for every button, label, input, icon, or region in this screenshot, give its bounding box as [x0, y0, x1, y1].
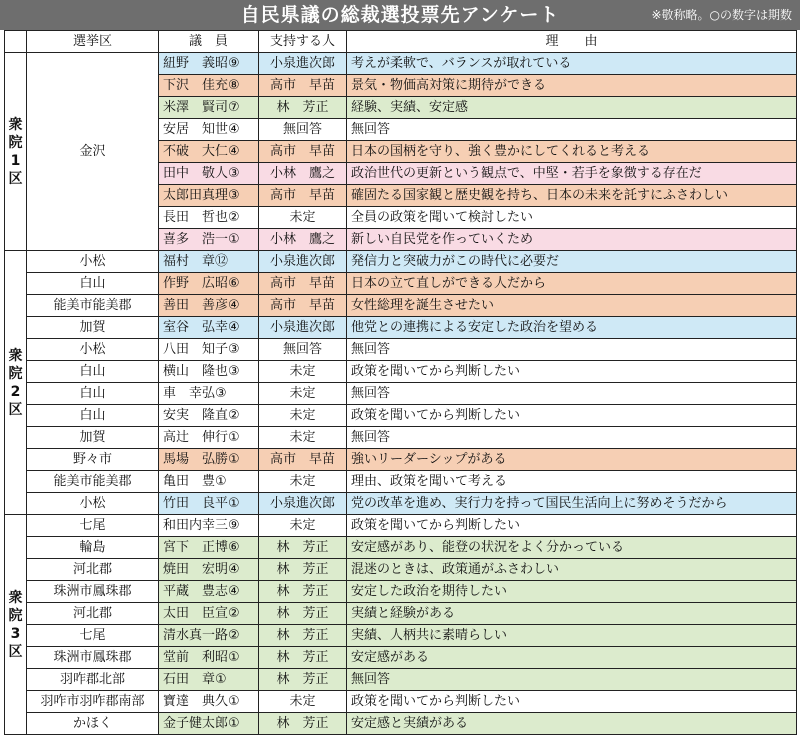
- reason-cell: 無回答: [347, 669, 797, 691]
- reason-cell: 景気・物価高対策に期待ができる: [347, 75, 797, 97]
- district-label-text: 衆院1区: [8, 116, 23, 187]
- header-note: ※敬称略。○の数字は期数: [651, 8, 792, 22]
- table-row: [5, 383, 797, 405]
- support-cell: 無回答: [259, 119, 347, 141]
- support-cell: 小泉進次郎: [259, 493, 347, 515]
- member-cell: 安実 隆直②: [159, 405, 259, 427]
- support-cell: 林 芳正: [259, 97, 347, 119]
- member-cell: 寶達 典久①: [159, 691, 259, 713]
- member-cell: 福村 章⑫: [159, 251, 259, 273]
- table-row: [5, 493, 797, 515]
- area-cell: 加賀: [27, 427, 159, 449]
- member-cell: 横山 隆也③: [159, 361, 259, 383]
- table-row: [5, 559, 797, 581]
- support-cell: 林 芳正: [259, 537, 347, 559]
- reason-cell: 混迷のときは、政策通がふさわしい: [347, 559, 797, 581]
- area-cell: 河北郡: [27, 603, 159, 625]
- reason-cell: 女性総理を誕生させたい: [347, 295, 797, 317]
- reason-cell: 日本の立て直しができる人だから: [347, 273, 797, 295]
- reason-cell: 発信力と突破力がこの時代に必要だ: [347, 251, 797, 273]
- reason-cell: 確固たる国家観と歴史観を持ち、日本の未来を託すにふさわしい: [347, 185, 797, 207]
- header-reason: 理 由: [347, 31, 797, 53]
- member-cell: 焼田 宏明④: [159, 559, 259, 581]
- area-cell: 河北郡: [27, 559, 159, 581]
- reason-cell: 党の改革を進め、実行力を持って国民生活向上に努めそうだから: [347, 493, 797, 515]
- member-cell: 車 幸弘③: [159, 383, 259, 405]
- table-row: [5, 273, 797, 295]
- header-support: 支持する人: [259, 31, 347, 53]
- support-cell: 林 芳正: [259, 603, 347, 625]
- area-cell: 白山: [27, 405, 159, 427]
- member-cell: 太田 臣宣②: [159, 603, 259, 625]
- member-cell: 石田 章①: [159, 669, 259, 691]
- table-row: [5, 581, 797, 603]
- reason-cell: 実績、人柄共に素晴らしい: [347, 625, 797, 647]
- support-cell: 高市 早苗: [259, 185, 347, 207]
- reason-cell: 政策を聞いてから判断したい: [347, 405, 797, 427]
- table-row: [5, 537, 797, 559]
- reason-cell: 理由、政策を聞いて考える: [347, 471, 797, 493]
- table-row: [5, 317, 797, 339]
- member-cell: 安居 知世④: [159, 119, 259, 141]
- table-header-row: [5, 31, 797, 53]
- support-cell: 未定: [259, 207, 347, 229]
- reason-cell: 無回答: [347, 383, 797, 405]
- area-cell: 加賀: [27, 317, 159, 339]
- header-district: 選挙区: [27, 31, 159, 53]
- district-label: [5, 251, 27, 515]
- support-cell: 小林 鷹之: [259, 163, 347, 185]
- table-row: [5, 427, 797, 449]
- member-cell: 紐野 義昭⑨: [159, 53, 259, 75]
- table-row: [5, 251, 797, 273]
- table-row: [5, 361, 797, 383]
- reason-cell: 強いリーダーシップがある: [347, 449, 797, 471]
- area-cell: 羽咋郡北部: [27, 669, 159, 691]
- area-cell: 小松: [27, 251, 159, 273]
- table-row: [5, 691, 797, 713]
- member-cell: 長田 哲也②: [159, 207, 259, 229]
- reason-cell: 考えが柔軟で、バランスが取れている: [347, 53, 797, 75]
- reason-cell: 無回答: [347, 339, 797, 361]
- reason-cell: 安定した政治を期待したい: [347, 581, 797, 603]
- area-cell: 七尾: [27, 515, 159, 537]
- title-banner: [0, 0, 800, 30]
- area-cell: かほく: [27, 713, 159, 735]
- area-cell: 輪島: [27, 537, 159, 559]
- header-spacer: [5, 31, 27, 53]
- support-cell: 未定: [259, 471, 347, 493]
- table-row: [5, 449, 797, 471]
- table-row: [5, 713, 797, 735]
- area-cell: 野々市: [27, 449, 159, 471]
- reason-cell: 政策を聞いてから判断したい: [347, 515, 797, 537]
- member-cell: 堂前 利昭①: [159, 647, 259, 669]
- table-body: [5, 53, 797, 735]
- table-row: [5, 339, 797, 361]
- area-cell: 金沢: [27, 53, 159, 251]
- reason-cell: 安定感がある: [347, 647, 797, 669]
- area-cell: 能美市能美郡: [27, 295, 159, 317]
- district-label: [5, 515, 27, 735]
- area-cell: 七尾: [27, 625, 159, 647]
- table-row: [5, 603, 797, 625]
- support-cell: 高市 早苗: [259, 295, 347, 317]
- reason-cell: 政策を聞いてから判断したい: [347, 691, 797, 713]
- table-row: [5, 295, 797, 317]
- area-cell: 白山: [27, 361, 159, 383]
- support-cell: 林 芳正: [259, 669, 347, 691]
- reason-cell: 新しい自民党を作っていくため: [347, 229, 797, 251]
- header-member: 議 員: [159, 31, 259, 53]
- survey-table: [4, 30, 797, 735]
- district-label: [5, 53, 27, 251]
- page-title: 自民県議の総裁選投票先アンケート: [240, 4, 560, 26]
- member-cell: 下沢 佳充⑧: [159, 75, 259, 97]
- area-cell: 珠洲市鳳珠郡: [27, 647, 159, 669]
- area-cell: 小松: [27, 339, 159, 361]
- area-cell: 白山: [27, 273, 159, 295]
- support-cell: 小林 鷹之: [259, 229, 347, 251]
- member-cell: 馬場 弘勝①: [159, 449, 259, 471]
- table-row: [5, 405, 797, 427]
- member-cell: 和田内幸三⑨: [159, 515, 259, 537]
- member-cell: 作野 広昭⑥: [159, 273, 259, 295]
- support-cell: 高市 早苗: [259, 449, 347, 471]
- reason-cell: 経験、実績、安定感: [347, 97, 797, 119]
- reason-cell: 日本の国柄を守り、強く豊かにしてくれると考える: [347, 141, 797, 163]
- member-cell: 不破 大仁④: [159, 141, 259, 163]
- member-cell: 宮下 正博⑥: [159, 537, 259, 559]
- member-cell: 平蔵 豊志④: [159, 581, 259, 603]
- reason-cell: 実績と経験がある: [347, 603, 797, 625]
- reason-cell: 安定感があり、能登の状況をよく分かっている: [347, 537, 797, 559]
- support-cell: 未定: [259, 361, 347, 383]
- support-cell: 無回答: [259, 339, 347, 361]
- reason-cell: 無回答: [347, 119, 797, 141]
- member-cell: 亀田 豊①: [159, 471, 259, 493]
- member-cell: 竹田 良平①: [159, 493, 259, 515]
- area-cell: 能美市能美郡: [27, 471, 159, 493]
- table-row: [5, 515, 797, 537]
- support-cell: 高市 早苗: [259, 141, 347, 163]
- reason-cell: 政治世代の更新という観点で、中堅・若手を象徴する存在だ: [347, 163, 797, 185]
- district-label-text: 衆院2区: [8, 347, 23, 418]
- support-cell: 未定: [259, 691, 347, 713]
- member-cell: 清水真一路②: [159, 625, 259, 647]
- reason-cell: 無回答: [347, 427, 797, 449]
- table-row: [5, 669, 797, 691]
- member-cell: 田中 敬人③: [159, 163, 259, 185]
- table-row: [5, 625, 797, 647]
- support-cell: 高市 早苗: [259, 75, 347, 97]
- table-row: [5, 647, 797, 669]
- reason-cell: 安定感と実績がある: [347, 713, 797, 735]
- member-cell: 金子健太郎①: [159, 713, 259, 735]
- support-cell: 林 芳正: [259, 647, 347, 669]
- reason-cell: 政策を聞いてから判断したい: [347, 361, 797, 383]
- member-cell: 高辻 伸行①: [159, 427, 259, 449]
- support-cell: 小泉進次郎: [259, 251, 347, 273]
- district-label-text: 衆院3区: [8, 589, 23, 660]
- support-cell: 林 芳正: [259, 625, 347, 647]
- support-cell: 未定: [259, 427, 347, 449]
- reason-cell: 他党との連携による安定した政治を望める: [347, 317, 797, 339]
- support-cell: 林 芳正: [259, 559, 347, 581]
- support-cell: 林 芳正: [259, 713, 347, 735]
- member-cell: 八田 知子③: [159, 339, 259, 361]
- area-cell: 珠洲市鳳珠郡: [27, 581, 159, 603]
- support-cell: 未定: [259, 405, 347, 427]
- support-cell: 林 芳正: [259, 581, 347, 603]
- support-cell: 未定: [259, 515, 347, 537]
- table-row: [5, 471, 797, 493]
- member-cell: 太郎田真理③: [159, 185, 259, 207]
- reason-cell: 全員の政策を聞いて検討したい: [347, 207, 797, 229]
- support-cell: 高市 早苗: [259, 273, 347, 295]
- support-cell: 小泉進次郎: [259, 317, 347, 339]
- support-cell: 未定: [259, 383, 347, 405]
- member-cell: 室谷 弘幸④: [159, 317, 259, 339]
- member-cell: 善田 善彦④: [159, 295, 259, 317]
- area-cell: 白山: [27, 383, 159, 405]
- table-row: [5, 53, 797, 75]
- support-cell: 小泉進次郎: [259, 53, 347, 75]
- area-cell: 小松: [27, 493, 159, 515]
- area-cell: 羽咋市羽咋郡南部: [27, 691, 159, 713]
- member-cell: 米澤 賢司⑦: [159, 97, 259, 119]
- member-cell: 喜多 浩一①: [159, 229, 259, 251]
